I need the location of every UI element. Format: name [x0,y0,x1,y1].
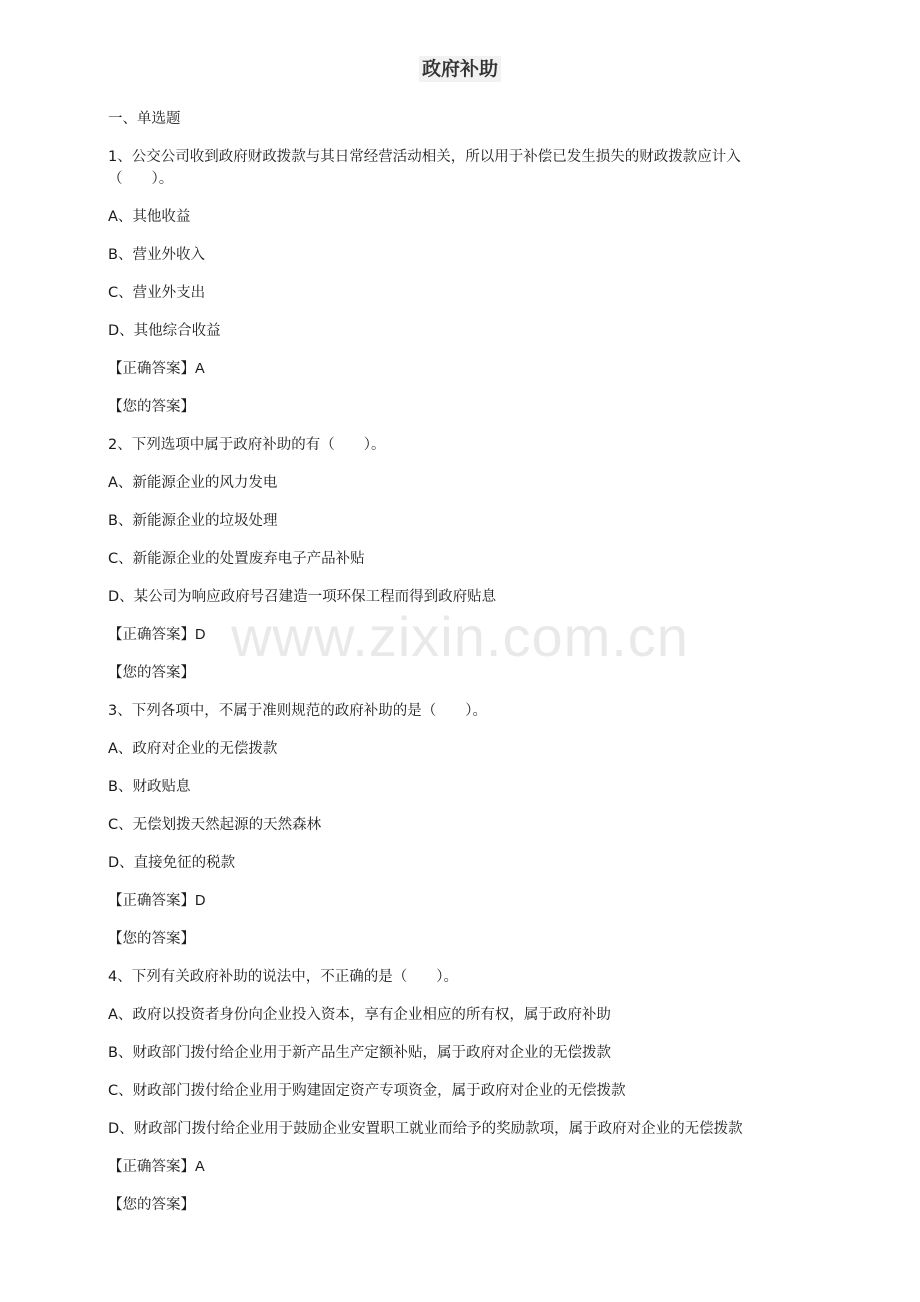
correct-answer [108,358,848,380]
your-answer: 【您的答案】 [108,931,195,947]
question-text: 3、下列各项中，不属于准则规范的政府补助的是（ ）。 [108,703,487,719]
question-text: 4、下列有关政府补助的说法中，不正确的是（ ）。 [108,969,458,985]
question-1 [108,146,848,418]
option-b: B、新能源企业的垃圾处理 [108,513,278,529]
correct-answer-label: 【正确答案】 [108,893,195,909]
correct-answer-value: A [195,1159,205,1175]
your-answer: 【您的答案】 [108,399,195,415]
watermark: www.zixin.com.cn [231,605,689,668]
option-d: D、某公司为响应政府号召建造一项环保工程而得到政府贴息 [108,589,497,605]
option-a: A、新能源企业的风力发电 [108,475,278,491]
section-heading: 一、单选题 [108,111,181,127]
page-title: 政府补助 [0,54,920,81]
your-answer: 【您的答案】 [108,665,195,681]
option-c: C、营业外支出 [108,285,206,301]
option-b: B、财政部门拨付给企业用于新产品生产定额补贴，属于政府对企业的无偿拨款 [108,1045,611,1061]
option-d: D、直接免征的税款 [108,855,236,871]
question-2 [108,434,848,684]
question-text: 1、公交公司收到政府财政拨款与其日常经营活动相关，所以用于补偿已发生损失的财政拨款应计入 [108,149,741,165]
correct-answer [108,890,848,912]
option-d: D、财政部门拨付给企业用于鼓励企业安置职工就业而给予的奖励款项，属于政府对企业的无偿拨款 [108,1121,743,1137]
question-text-continued: （ ）。 [108,171,174,187]
option-b: B、财政贴息 [108,779,191,795]
your-answer: 【您的答案】 [108,1197,195,1213]
correct-answer-label: 【正确答案】 [108,1159,195,1175]
correct-answer-value: D [195,893,206,909]
option-b: B、营业外收入 [108,247,205,263]
option-a: A、政府对企业的无偿拨款 [108,741,278,757]
correct-answer-label: 【正确答案】 [108,627,195,643]
correct-answer-value: D [195,627,206,643]
document-body [108,108,848,1232]
question-4 [108,966,848,1216]
option-c: C、财政部门拨付给企业用于购建固定资产专项资金，属于政府对企业的无偿拨款 [108,1083,626,1099]
option-c: C、新能源企业的处置废弃电子产品补贴 [108,551,365,567]
option-a: A、政府以投资者身份向企业投入资本，享有企业相应的所有权，属于政府补助 [108,1007,611,1023]
correct-answer-value: A [195,361,205,377]
question-3 [108,700,848,950]
correct-answer [108,624,848,646]
option-a: A、其他收益 [108,209,191,225]
option-c: C、无偿划拨天然起源的天然森林 [108,817,322,833]
correct-answer-label: 【正确答案】 [108,361,195,377]
question-text: 2、下列选项中属于政府补助的有（ ）。 [108,437,386,453]
correct-answer [108,1156,848,1178]
option-d: D、其他综合收益 [108,323,221,339]
